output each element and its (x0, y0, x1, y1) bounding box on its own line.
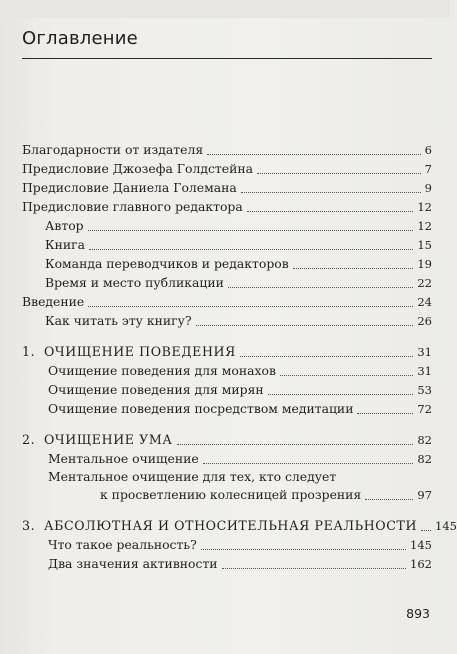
toc-subentry[interactable]: Два значения активности 162 (48, 556, 432, 571)
toc-entry[interactable]: Предисловие Джозефа Голдстейна 7 (22, 161, 432, 176)
title-rule (22, 58, 432, 59)
page-number: 893 (406, 606, 430, 621)
toc-entry[interactable]: Предисловие главного редактора 12 (22, 199, 432, 214)
previous-page-edge (0, 0, 450, 18)
toc-chapter-1[interactable]: 1. ОЧИЩЕНИЕ ПОВЕДЕНИЯ 31 (22, 344, 432, 359)
chapter-title: ОЧИЩЕНИЕ ПОВЕДЕНИЯ (44, 344, 236, 359)
toc-chapter-3[interactable]: 3. АБСОЛЮТНАЯ И ОТНОСИТЕЛЬНАЯ РЕАЛЬНОСТИ 145 (22, 518, 457, 533)
toc-subentry[interactable]: Очищение поведения для монахов 31 (48, 363, 432, 378)
table-of-contents (22, 140, 457, 573)
toc-entry[interactable]: Благодарности от издателя 6 (22, 142, 432, 157)
toc-subentry[interactable]: Что такое реальность? 145 (48, 537, 432, 552)
toc-subentry[interactable]: Очищение поведения для мирян 53 (48, 382, 432, 397)
chapter-number: 1. (22, 344, 36, 359)
toc-subentry[interactable]: Команда переводчиков и редакторов 19 (45, 256, 432, 271)
chapter-title: ОЧИЩЕНИЕ УМА (44, 432, 173, 447)
toc-entry[interactable]: Введение 24 (22, 294, 432, 309)
chapter-title: АБСОЛЮТНАЯ И ОТНОСИТЕЛЬНАЯ РЕАЛЬНОСТИ (44, 518, 418, 533)
toc-entry[interactable]: Предисловие Даниела Големана 9 (22, 180, 432, 195)
toc-subentry[interactable]: Как читать эту книгу? 26 (45, 313, 432, 328)
toc-subentry[interactable]: Ментальное очищение 82 (48, 451, 432, 466)
toc-subentry[interactable]: Книга 15 (45, 237, 432, 252)
chapter-number: 2. (22, 432, 36, 447)
page-title: Оглавление (22, 28, 138, 49)
toc-subentry[interactable]: Автор 12 (45, 218, 432, 233)
chapter-number: 3. (22, 518, 36, 533)
toc-subentry[interactable]: Время и место публикации 22 (45, 275, 432, 290)
toc-subentry[interactable]: Очищение поведения посредством медитации 72 (48, 401, 432, 416)
toc-subentry-multiline[interactable]: Ментальное очищение для тех, кто следует к просветлению колесницей прозрения 97 (48, 469, 432, 502)
toc-chapter-2[interactable]: 2. ОЧИЩЕНИЕ УМА 82 (22, 432, 432, 447)
